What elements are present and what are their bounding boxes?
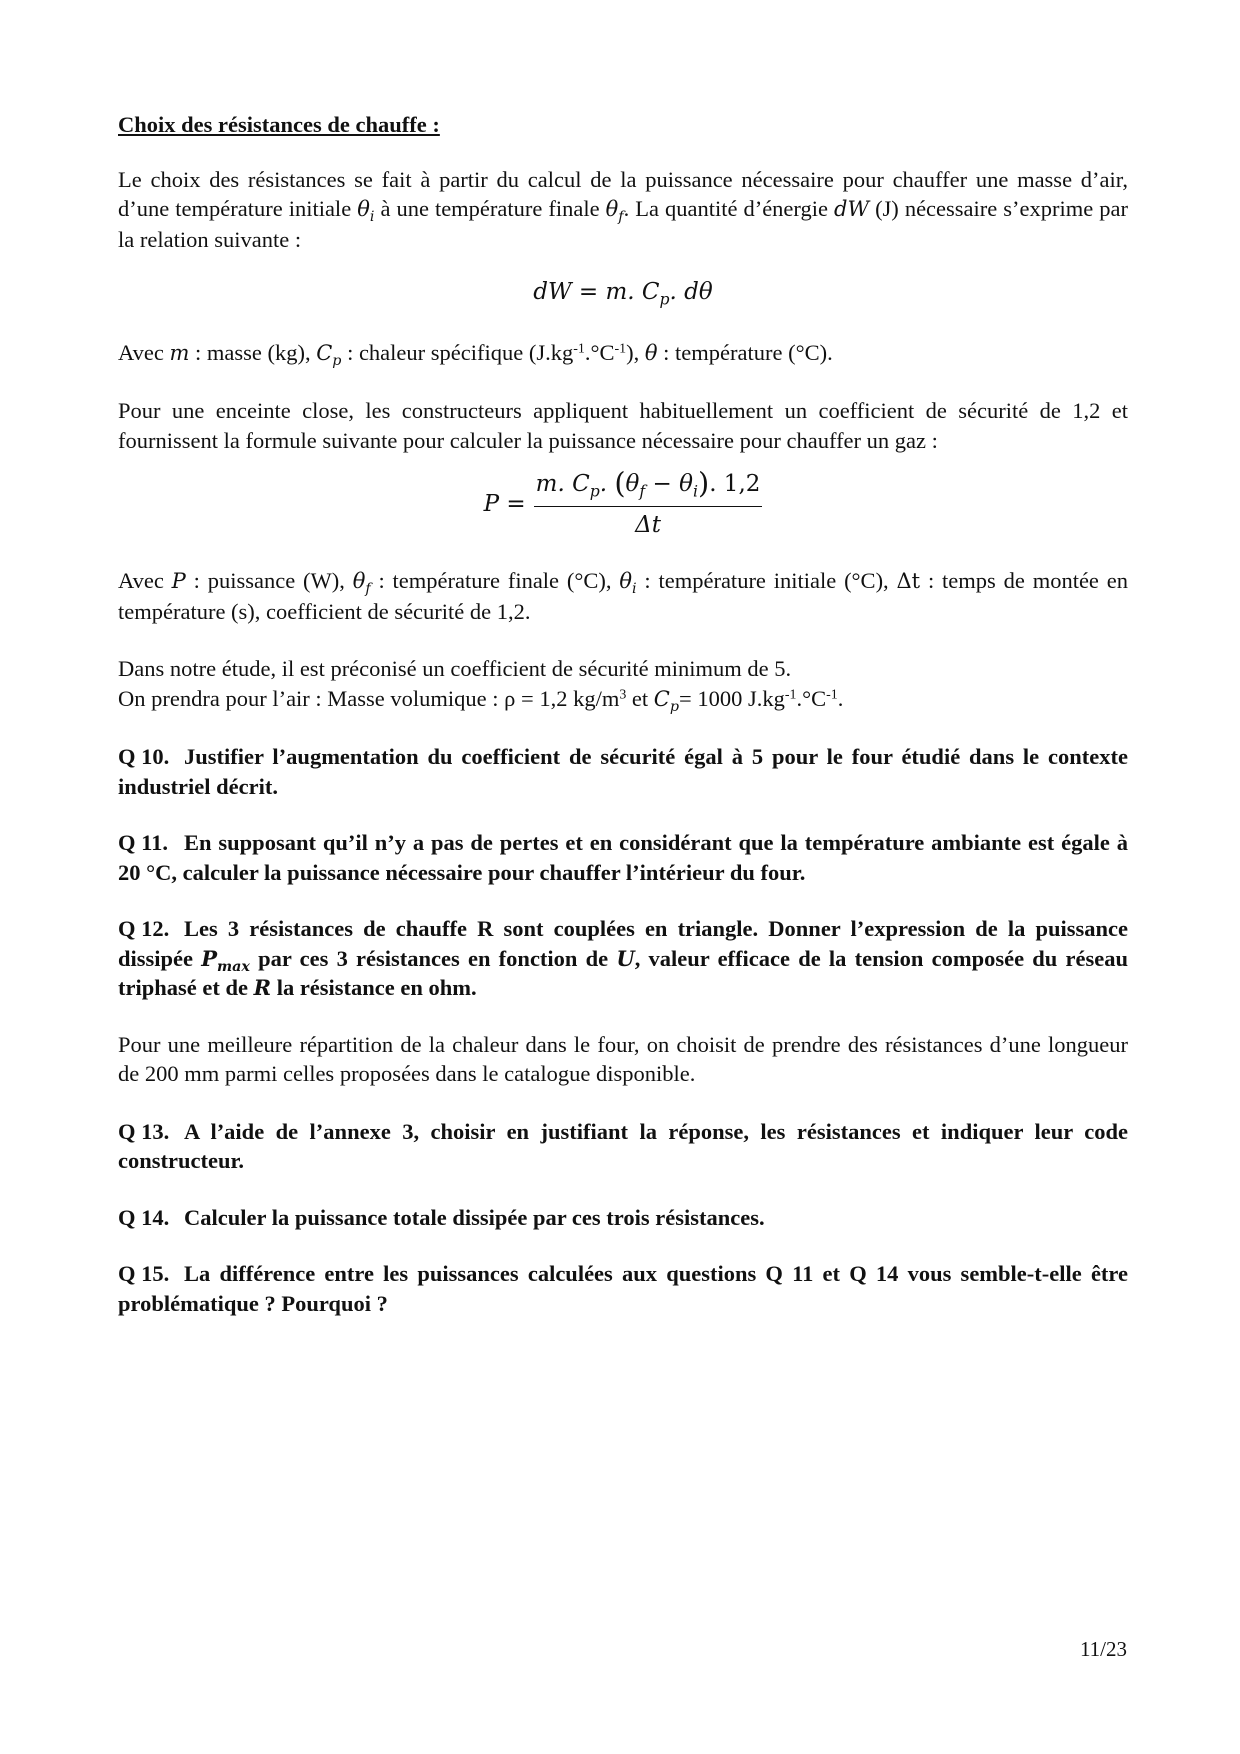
question-number: Q 13. (118, 1118, 170, 1144)
intro-paragraph: Le choix des résistances se fait à partir du calcul de la puissance nécessaire pour chauffer une masse d’air, d’une température initiale $\theta_i$ à une température finale $\theta_f$. La quantité d’énergie dW (J) nécessaire s’exprime par la relation suivante : (118, 166, 1128, 252)
variables-definition-1: Avec m : masse (kg), $C_p$ : chaleur spécifique $(J.kg^{-1}.^\circ C^{-1})$, θ : température (°C). (118, 339, 833, 369)
length-paragraph: Pour une meilleure répartition de la chaleur dans le four, on choisit de prendre des résistances d’une longueur de 200 mm parmi celles proposées dans le catalogue disponible. (118, 1031, 1128, 1086)
power-fraction (534, 466, 763, 540)
page-number: 11/23 (1079, 1637, 1127, 1661)
section-heading: Choix des résistances de chauffe : (118, 112, 440, 137)
constructor-paragraph: Pour une enceinte close, les constructeurs appliquent habituellement un coefficient de sécurité de 1,2 et fournissent la formule suivante pour calculer la puissance nécessaire pour chauffer un gaz : (118, 398, 1128, 453)
question-number: Q 10. (118, 744, 170, 769)
energy-equation: dW = m. $C_p$. dθ (533, 279, 713, 309)
question-15: Q 15. La différence entre les puissances calculées aux questions Q 11 et Q 14 vous semble-t-elle être problématique ? Pourquoi ? (118, 1261, 1128, 1316)
fraction-denominator: Δt (635, 511, 661, 538)
fraction-numerator: m. $C_p$. $(\theta_f - \theta_i)$. 1,2 (534, 469, 763, 507)
question-14: Q 14. Calculer la puissance totale dissipée par ces trois résistances. (118, 1203, 1128, 1233)
page-content (118, 110, 1128, 1345)
study-line-2: On prendra pour l’air : Masse volumique : ρ = 1,2 $kg/m^3$ et $C_p= 1000$ $J.kg^{-1}.^\circ C^{-1}$. (118, 685, 844, 715)
question-number: Q 15. (118, 1261, 170, 1286)
power-equation: P = $\frac{m. C_p. (\theta_f - \theta_i). 1,2}{\Delta t}$ (118, 469, 1128, 540)
question-10: Q 10. Justifier l’augmentation du coefficient de sécurité égal à 5 pour le four étudié dans le contexte industriel décrit. (118, 744, 1128, 799)
variables-definition-2: Avec P : puissance (W), $\theta_f$ : température finale (°C), $\theta_i$ : température initiale (°C), Δt : temps de montée en température (s), coefficient de sécurité de 1,2. (118, 568, 1128, 624)
question-number: Q 11. (118, 830, 169, 855)
question-12: Q 12. Les 3 résistances de chauffe R sont couplées en triangle. Donner l’expression de la puissance dissipée $P_{max}$ par ces 3 résistances en fonction de U, valeur efficace de la tension composée du réseau triphasé et de R la résistance en ohm. (118, 916, 1129, 1000)
question-number: Q 14. (118, 1204, 170, 1230)
study-line-1: Dans notre étude, il est préconisé un coefficient de sécurité minimum de 5. (118, 656, 792, 681)
question-number: Q 12. (118, 916, 170, 941)
question-13: Q 13. A l’aide de l’annexe 3, choisir en justifiant la réponse, les résistances et indiquer leur code constructeur. (118, 1118, 1128, 1173)
question-11: Q 11. En supposant qu’il n’y a pas de pertes et en considérant que la température ambiante est égale à 20 °C, calculer la puissance nécessaire pour chauffer l’intérieur du four. (118, 830, 1128, 885)
